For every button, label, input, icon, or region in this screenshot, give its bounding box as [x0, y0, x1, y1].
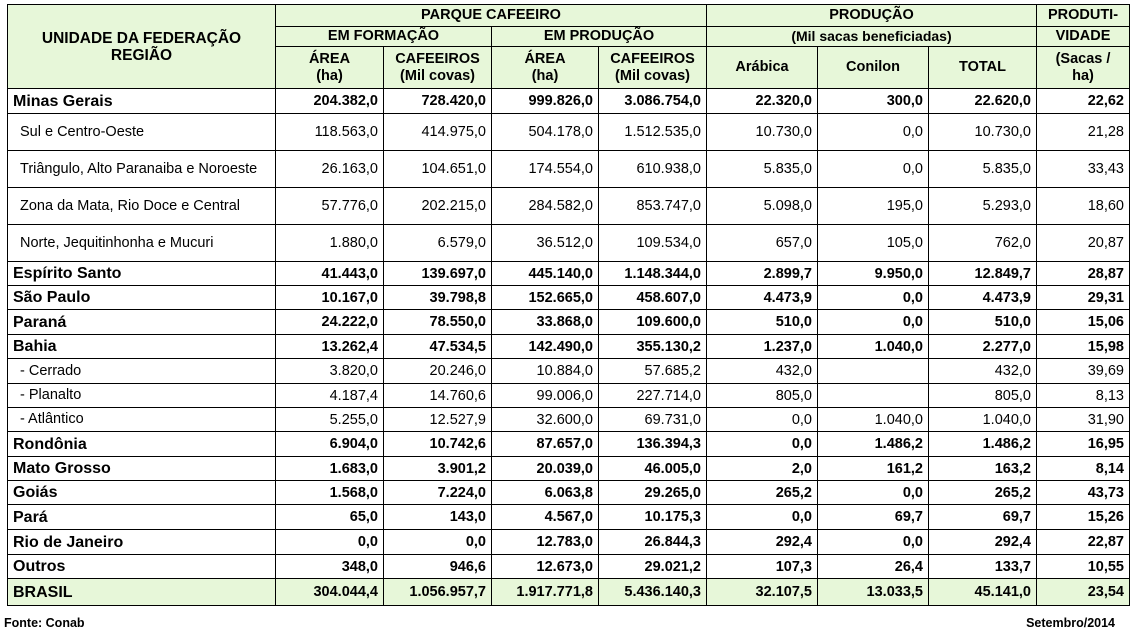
- table-row: [8, 481, 1130, 505]
- value-cell: 8,14: [1037, 457, 1130, 481]
- value-cell: 265,2: [707, 481, 818, 505]
- value-cell: 5.835,0: [929, 151, 1037, 188]
- value-cell: 0,0: [707, 432, 818, 457]
- value-cell: 1.917.771,8: [492, 579, 599, 606]
- header-producao: PRODUÇÃO: [707, 5, 1037, 27]
- value-cell: 1.512.535,0: [599, 114, 707, 151]
- value-cell: 57.776,0: [276, 188, 384, 225]
- value-cell: 161,2: [818, 457, 929, 481]
- value-cell: 20,87: [1037, 225, 1130, 262]
- value-cell: 33.868,0: [492, 310, 599, 335]
- header-sacas-ha: (Sacas / ha): [1037, 47, 1130, 89]
- table-row: [8, 188, 1130, 225]
- value-cell: 105,0: [818, 225, 929, 262]
- value-cell: 0,0: [818, 151, 929, 188]
- table-row: [8, 432, 1130, 457]
- row-label: - Atlântico: [8, 408, 276, 432]
- value-cell: 109.600,0: [599, 310, 707, 335]
- value-cell: 355.130,2: [599, 335, 707, 359]
- row-label: Pará: [8, 505, 276, 530]
- header-cafeeiros-producao: CAFEEIROS (Mil covas): [599, 47, 707, 89]
- value-cell: 5.098,0: [707, 188, 818, 225]
- header-em-producao: EM PRODUÇÃO: [492, 27, 707, 47]
- value-cell: 0,0: [818, 530, 929, 555]
- value-cell: 136.394,3: [599, 432, 707, 457]
- row-label: Bahia: [8, 335, 276, 359]
- value-cell: 1.040,0: [818, 335, 929, 359]
- row-label: Paraná: [8, 310, 276, 335]
- value-cell: 143,0: [384, 505, 492, 530]
- value-cell: 432,0: [707, 359, 818, 384]
- table-row: [8, 384, 1130, 408]
- header-em-formacao: EM FORMAÇÃO: [276, 27, 492, 47]
- value-cell: 414.975,0: [384, 114, 492, 151]
- value-cell: 1.880,0: [276, 225, 384, 262]
- value-cell: 12.527,9: [384, 408, 492, 432]
- value-cell: 2.899,7: [707, 262, 818, 286]
- table-row: [8, 530, 1130, 555]
- value-cell: 39.798,8: [384, 286, 492, 310]
- value-cell: 87.657,0: [492, 432, 599, 457]
- value-cell: 227.714,0: [599, 384, 707, 408]
- value-cell: 1.056.957,7: [384, 579, 492, 606]
- value-cell: 4.473,9: [929, 286, 1037, 310]
- value-cell: 15,98: [1037, 335, 1130, 359]
- row-label: - Planalto: [8, 384, 276, 408]
- value-cell: 133,7: [929, 555, 1037, 579]
- value-cell: 10,55: [1037, 555, 1130, 579]
- value-cell: 4.187,4: [276, 384, 384, 408]
- value-cell: 69,7: [818, 505, 929, 530]
- value-cell: 43,73: [1037, 481, 1130, 505]
- value-cell: 195,0: [818, 188, 929, 225]
- value-cell: 284.582,0: [492, 188, 599, 225]
- value-cell: 4.473,9: [707, 286, 818, 310]
- value-cell: 0,0: [818, 114, 929, 151]
- table-header: [8, 5, 1130, 89]
- row-label: Goiás: [8, 481, 276, 505]
- value-cell: 0,0: [707, 505, 818, 530]
- value-cell: 300,0: [818, 89, 929, 114]
- value-cell: 65,0: [276, 505, 384, 530]
- value-cell: 610.938,0: [599, 151, 707, 188]
- row-label: - Cerrado: [8, 359, 276, 384]
- header-mil-sacas: (Mil sacas beneficiadas): [707, 27, 1037, 47]
- value-cell: 3.901,2: [384, 457, 492, 481]
- value-cell: 118.563,0: [276, 114, 384, 151]
- header-area-producao: ÁREA (ha): [492, 47, 599, 89]
- value-cell: 1.237,0: [707, 335, 818, 359]
- table-row: [8, 579, 1130, 606]
- value-cell: 8,13: [1037, 384, 1130, 408]
- value-cell: 510,0: [707, 310, 818, 335]
- value-cell: 12.783,0: [492, 530, 599, 555]
- value-cell: 10.742,6: [384, 432, 492, 457]
- row-label: Outros: [8, 555, 276, 579]
- value-cell: 999.826,0: [492, 89, 599, 114]
- table-row: [8, 286, 1130, 310]
- value-cell: 2.277,0: [929, 335, 1037, 359]
- value-cell: 6.063,8: [492, 481, 599, 505]
- row-label: Mato Grosso: [8, 457, 276, 481]
- row-label: Rondônia: [8, 432, 276, 457]
- value-cell: 142.490,0: [492, 335, 599, 359]
- value-cell: 805,0: [929, 384, 1037, 408]
- value-cell: 15,06: [1037, 310, 1130, 335]
- value-cell: 292,4: [929, 530, 1037, 555]
- value-cell: 152.665,0: [492, 286, 599, 310]
- value-cell: 946,6: [384, 555, 492, 579]
- value-cell: [818, 384, 929, 408]
- value-cell: 304.044,4: [276, 579, 384, 606]
- value-cell: 26.844,3: [599, 530, 707, 555]
- value-cell: 22,87: [1037, 530, 1130, 555]
- value-cell: 657,0: [707, 225, 818, 262]
- value-cell: 9.950,0: [818, 262, 929, 286]
- value-cell: 31,90: [1037, 408, 1130, 432]
- value-cell: 5.835,0: [707, 151, 818, 188]
- row-label: São Paulo: [8, 286, 276, 310]
- value-cell: 33,43: [1037, 151, 1130, 188]
- value-cell: 26.163,0: [276, 151, 384, 188]
- value-cell: 1.040,0: [818, 408, 929, 432]
- value-cell: 10.175,3: [599, 505, 707, 530]
- value-cell: 728.420,0: [384, 89, 492, 114]
- value-cell: 26,4: [818, 555, 929, 579]
- value-cell: 18,60: [1037, 188, 1130, 225]
- value-cell: 69,7: [929, 505, 1037, 530]
- header-vidade: VIDADE: [1037, 27, 1130, 47]
- value-cell: 15,26: [1037, 505, 1130, 530]
- value-cell: 1.148.344,0: [599, 262, 707, 286]
- row-label: BRASIL: [8, 579, 276, 606]
- value-cell: 762,0: [929, 225, 1037, 262]
- value-cell: 57.685,2: [599, 359, 707, 384]
- value-cell: 7.224,0: [384, 481, 492, 505]
- value-cell: 510,0: [929, 310, 1037, 335]
- value-cell: 1.486,2: [818, 432, 929, 457]
- value-cell: 204.382,0: [276, 89, 384, 114]
- value-cell: 265,2: [929, 481, 1037, 505]
- value-cell: 0,0: [707, 408, 818, 432]
- table-row: [8, 262, 1130, 286]
- value-cell: 4.567,0: [492, 505, 599, 530]
- value-cell: 6.904,0: [276, 432, 384, 457]
- value-cell: 22.620,0: [929, 89, 1037, 114]
- value-cell: 163,2: [929, 457, 1037, 481]
- value-cell: 1.486,2: [929, 432, 1037, 457]
- value-cell: 10.167,0: [276, 286, 384, 310]
- value-cell: 14.760,6: [384, 384, 492, 408]
- row-label: Minas Gerais: [8, 89, 276, 114]
- value-cell: 0,0: [818, 310, 929, 335]
- header-unidade: UNIDADE DA FEDERAÇÃO REGIÃO: [8, 5, 276, 89]
- value-cell: 1.040,0: [929, 408, 1037, 432]
- value-cell: 853.747,0: [599, 188, 707, 225]
- row-label: Zona da Mata, Rio Doce e Central: [8, 188, 276, 225]
- header-parque-cafeeiro: PARQUE CAFEEIRO: [276, 5, 707, 27]
- value-cell: 45.141,0: [929, 579, 1037, 606]
- value-cell: 139.697,0: [384, 262, 492, 286]
- value-cell: 13.262,4: [276, 335, 384, 359]
- header-produti: PRODUTI-: [1037, 5, 1130, 27]
- value-cell: 46.005,0: [599, 457, 707, 481]
- value-cell: [818, 359, 929, 384]
- table-row: [8, 408, 1130, 432]
- value-cell: 0,0: [818, 286, 929, 310]
- value-cell: 107,3: [707, 555, 818, 579]
- value-cell: 0,0: [818, 481, 929, 505]
- coffee-production-table: [7, 4, 1130, 606]
- value-cell: 458.607,0: [599, 286, 707, 310]
- date-note: Setembro/2014: [1026, 616, 1115, 630]
- value-cell: 16,95: [1037, 432, 1130, 457]
- value-cell: 10.884,0: [492, 359, 599, 384]
- table-row: [8, 89, 1130, 114]
- value-cell: 29.265,0: [599, 481, 707, 505]
- value-cell: 22.320,0: [707, 89, 818, 114]
- row-label: Norte, Jequitinhonha e Mucuri: [8, 225, 276, 262]
- value-cell: 39,69: [1037, 359, 1130, 384]
- value-cell: 29,31: [1037, 286, 1130, 310]
- value-cell: 99.006,0: [492, 384, 599, 408]
- value-cell: 5.255,0: [276, 408, 384, 432]
- value-cell: 104.651,0: [384, 151, 492, 188]
- value-cell: 22,62: [1037, 89, 1130, 114]
- value-cell: 41.443,0: [276, 262, 384, 286]
- value-cell: 5.293,0: [929, 188, 1037, 225]
- value-cell: 432,0: [929, 359, 1037, 384]
- value-cell: 21,28: [1037, 114, 1130, 151]
- value-cell: 23,54: [1037, 579, 1130, 606]
- table-row: [8, 359, 1130, 384]
- value-cell: 1.568,0: [276, 481, 384, 505]
- value-cell: 504.178,0: [492, 114, 599, 151]
- value-cell: 47.534,5: [384, 335, 492, 359]
- value-cell: 292,4: [707, 530, 818, 555]
- value-cell: 29.021,2: [599, 555, 707, 579]
- value-cell: 78.550,0: [384, 310, 492, 335]
- value-cell: 10.730,0: [707, 114, 818, 151]
- header-conilon: Conilon: [818, 47, 929, 89]
- source-note: Fonte: Conab: [4, 616, 85, 630]
- row-label: Espírito Santo: [8, 262, 276, 286]
- value-cell: 174.554,0: [492, 151, 599, 188]
- value-cell: 0,0: [384, 530, 492, 555]
- table-row: [8, 555, 1130, 579]
- value-cell: 10.730,0: [929, 114, 1037, 151]
- value-cell: 3.820,0: [276, 359, 384, 384]
- table-row: [8, 457, 1130, 481]
- table-row: [8, 151, 1130, 188]
- value-cell: 6.579,0: [384, 225, 492, 262]
- value-cell: 20.039,0: [492, 457, 599, 481]
- value-cell: 13.033,5: [818, 579, 929, 606]
- value-cell: 805,0: [707, 384, 818, 408]
- header-area-formacao: ÁREA (ha): [276, 47, 384, 89]
- header-cafeeiros-formacao: CAFEEIROS (Mil covas): [384, 47, 492, 89]
- value-cell: 69.731,0: [599, 408, 707, 432]
- value-cell: 28,87: [1037, 262, 1130, 286]
- header-total: TOTAL: [929, 47, 1037, 89]
- value-cell: 3.086.754,0: [599, 89, 707, 114]
- row-label: Sul e Centro-Oeste: [8, 114, 276, 151]
- table-row: [8, 505, 1130, 530]
- value-cell: 0,0: [276, 530, 384, 555]
- value-cell: 202.215,0: [384, 188, 492, 225]
- value-cell: 24.222,0: [276, 310, 384, 335]
- value-cell: 109.534,0: [599, 225, 707, 262]
- value-cell: 12.673,0: [492, 555, 599, 579]
- row-label: Rio de Janeiro: [8, 530, 276, 555]
- table-row: [8, 114, 1130, 151]
- value-cell: 36.512,0: [492, 225, 599, 262]
- header-arabica: Arábica: [707, 47, 818, 89]
- table-row: [8, 225, 1130, 262]
- value-cell: 1.683,0: [276, 457, 384, 481]
- value-cell: 32.600,0: [492, 408, 599, 432]
- value-cell: 32.107,5: [707, 579, 818, 606]
- value-cell: 12.849,7: [929, 262, 1037, 286]
- table-row: [8, 335, 1130, 359]
- value-cell: 5.436.140,3: [599, 579, 707, 606]
- table-row: [8, 310, 1130, 335]
- table-body: [8, 89, 1130, 606]
- value-cell: 348,0: [276, 555, 384, 579]
- value-cell: 20.246,0: [384, 359, 492, 384]
- value-cell: 2,0: [707, 457, 818, 481]
- row-label: Triângulo, Alto Paranaiba e Noroeste: [8, 151, 276, 188]
- value-cell: 445.140,0: [492, 262, 599, 286]
